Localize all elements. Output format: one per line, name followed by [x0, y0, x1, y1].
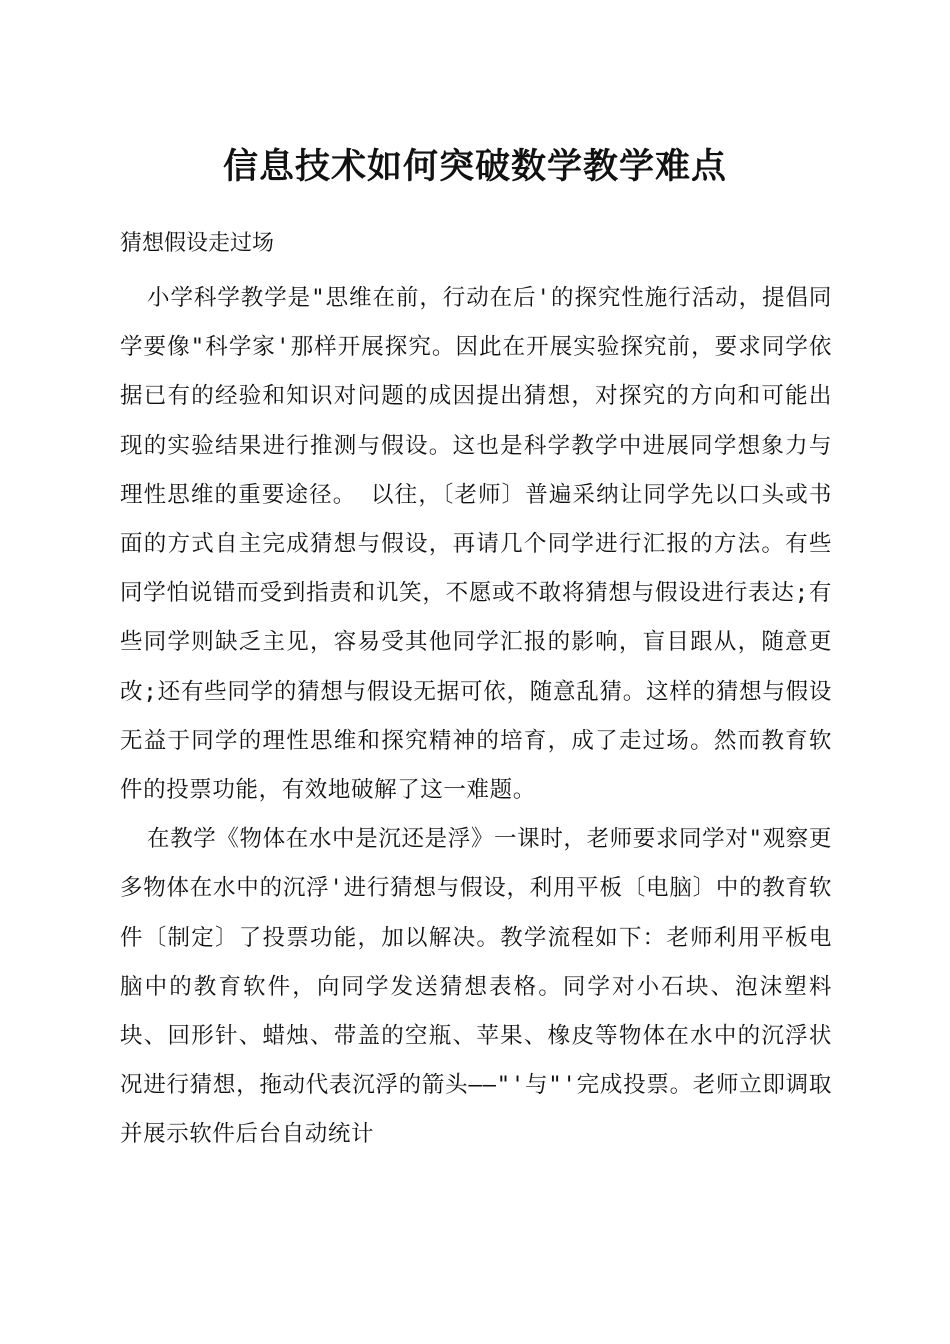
document-body: [120, 274, 832, 1160]
section-heading: 猜想假设走过场: [120, 231, 275, 256]
document-title: 信息技术如何突破数学教学难点: [222, 146, 727, 187]
paragraph: 小学科学教学是"思维在前，行动在后'的探究性施行活动，提倡同学要像"科学家'那样开展探究。因此在开展实验探究前，要求同学依据已有的经验和知识对问题的成因提出猜想，对探究的方向和可能出现的实验结果进行推测与假设。这也是科学教学中进展同学想象力与理性思维的重要途径。 以往，〔老师〕普遍采纳让同学先以口头或书面的方式自主完成猜想与假设，再请几个同学进行汇报的方法。有些同学怕说错而受到指责和讥笑，不愿或不敢将猜想与假设进行表达;有些同学则缺乏主见，容易受其他同学汇报的影响，盲目跟从，随意更改;还有些同学的猜想与假设无据可依，随意乱猜。这样的猜想与假设无益于同学的理性思维和探究精神的培育，成了走过场。然而教育软件的投票功能，有效地破解了这一难题。: [120, 285, 832, 804]
paragraph: 在教学《物体在水中是沉还是浮》一课时，老师要求同学对"观察更多物体在水中的沉浮'进行猜想与假设，利用平板〔电脑〕中的教育软件〔制定〕了投票功能，加以解决。教学流程如下：老师利用平板电脑中的教育软件，向同学发送猜想表格。同学对小石块、泡沫塑料块、回形针、蜡烛、带盖的空瓶、苹果、橡皮等物体在水中的沉浮状况进行猜想，拖动代表沉浮的箭头——"'与"'完成投票。老师立即调取并展示软件后台自动统计: [120, 826, 832, 1148]
